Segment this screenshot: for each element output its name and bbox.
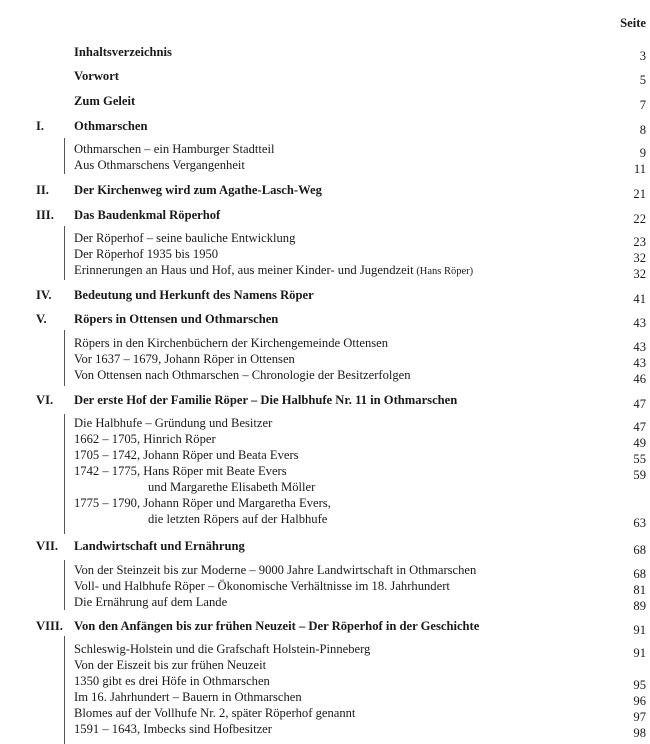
toc-entry: Die Ernährung auf dem Lande [74, 595, 228, 609]
toc-entry: Von der Eiszeit bis zur frühen Neuzeit [74, 658, 267, 672]
section-number: V. [36, 312, 47, 326]
page-number: 23 [633, 235, 646, 249]
page-number: 41 [633, 292, 646, 306]
page-number: 47 [633, 397, 646, 411]
page-number: 46 [633, 372, 646, 386]
toc-heading: Von den Anfängen bis zur frühen Neuzeit – Der Röperhof in der Geschichte [74, 619, 480, 633]
toc-entry: Vor 1637 – 1679, Johann Röper in Ottensen [74, 352, 295, 366]
section-number: IV. [36, 288, 52, 302]
page-number: 97 [633, 710, 646, 724]
page-number: 49 [633, 436, 646, 450]
toc-entry: 1742 – 1775, Hans Röper mit Beate Evers [74, 464, 287, 478]
page-number: 32 [633, 251, 646, 265]
section-rule [64, 138, 65, 174]
toc-heading: Vorwort [74, 69, 119, 83]
page-number: 8 [639, 123, 646, 137]
page-number: 63 [633, 516, 646, 530]
section-rule [64, 330, 65, 386]
page-number: 55 [633, 452, 646, 466]
toc-heading: Othmarschen [74, 119, 148, 133]
section-number: I. [36, 119, 45, 133]
toc-entry: Othmarschen – ein Hamburger Stadtteil [74, 142, 275, 156]
toc-entry: Blomes auf der Vollhufe Nr. 2, später Röperhof genannt [74, 706, 356, 720]
section-rule [64, 636, 65, 744]
page-number: 98 [633, 726, 646, 740]
page-number: 91 [633, 623, 646, 637]
section-number: VI. [36, 393, 54, 407]
page-number: 7 [639, 98, 646, 112]
page-number: 96 [633, 694, 646, 708]
toc-heading: Röpers in Ottensen und Othmarschen [74, 312, 279, 326]
toc-entry: Voll- und Halbhufe Röper – Ökonomische Verhältnisse im 18. Jahrhundert [74, 579, 450, 593]
toc-heading: Inhaltsverzeichnis [74, 45, 172, 59]
toc-heading: Bedeutung und Herkunft des Namens Röper [74, 288, 314, 302]
page-number: 43 [633, 316, 646, 330]
toc-heading: Das Baudenkmal Röperhof [74, 208, 221, 222]
page-number: 95 [633, 678, 646, 692]
page-number: 43 [633, 356, 646, 370]
section-number: II. [36, 183, 49, 197]
page-number: 68 [633, 543, 646, 557]
section-number: III. [36, 208, 54, 222]
toc-entry: Der Röperhof 1935 bis 1950 [74, 247, 219, 261]
toc-entry: die letzten Röpers auf der Halbhufe [148, 512, 328, 526]
page-number: 9 [639, 146, 646, 160]
page-column-header: Seite [620, 16, 646, 30]
toc-entry: Von der Steinzeit bis zur Moderne – 9000 Jahre Landwirtschaft in Othmarschen [74, 563, 477, 577]
toc-entry: Von Ottensen nach Othmarschen – Chronologie der Besitzerfolgen [74, 368, 411, 382]
page-number: 68 [633, 567, 646, 581]
toc-entry: Röpers in den Kirchenbüchern der Kirchengemeinde Ottensen [74, 336, 389, 350]
toc-heading: Zum Geleit [74, 94, 136, 108]
toc-heading: Landwirtschaft und Ernährung [74, 539, 245, 553]
page-number: 89 [633, 599, 646, 613]
toc-entry: Der Röperhof – seine bauliche Entwicklung [74, 231, 296, 245]
toc-entry: Schleswig-Holstein und die Grafschaft Holstein-Pinneberg [74, 642, 371, 656]
toc-entry: und Margarethe Elisabeth Möller [148, 480, 316, 494]
toc-entry-note: (Hans Röper) [413, 266, 474, 277]
page-number: 5 [639, 73, 646, 87]
toc-entry: 1591 – 1643, Imbecks sind Hofbesitzer [74, 722, 272, 736]
toc-entry: Erinnerungen an Haus und Hof, aus meiner Kinder- und Jugendzeit (Hans Röper) [74, 263, 474, 277]
page-number: 91 [633, 646, 646, 660]
toc-entry: 1350 gibt es drei Höfe in Othmarschen [74, 674, 270, 688]
toc-entry: 1705 – 1742, Johann Röper und Beata Evers [74, 448, 299, 462]
page-number: 21 [633, 187, 646, 201]
page-number: 43 [633, 340, 646, 354]
toc-entry: 1662 – 1705, Hinrich Röper [74, 432, 216, 446]
section-rule [64, 226, 65, 280]
page-number: 11 [633, 162, 646, 176]
toc-entry: Die Halbhufe – Gründung und Besitzer [74, 416, 273, 430]
section-number: VIII. [36, 619, 63, 633]
section-number: VII. [36, 539, 59, 553]
page-number: 47 [633, 420, 646, 434]
page-number: 22 [633, 212, 646, 226]
toc-entry: Im 16. Jahrhundert – Bauern in Othmarschen [74, 690, 302, 704]
toc-entry: 1775 – 1790, Johann Röper und Margaretha Evers, [74, 496, 331, 510]
toc-entry: Aus Othmarschens Vergangenheit [74, 158, 245, 172]
page-number: 81 [633, 583, 646, 597]
page-number: 32 [633, 267, 646, 281]
page-number: 59 [633, 468, 646, 482]
page-number: 3 [639, 49, 646, 63]
toc-heading: Der Kirchenweg wird zum Agathe-Lasch-Weg [74, 183, 322, 197]
toc-heading: Der erste Hof der Familie Röper – Die Halbhufe Nr. 11 in Othmarschen [74, 393, 458, 407]
section-rule [64, 560, 65, 610]
section-rule [64, 414, 65, 534]
